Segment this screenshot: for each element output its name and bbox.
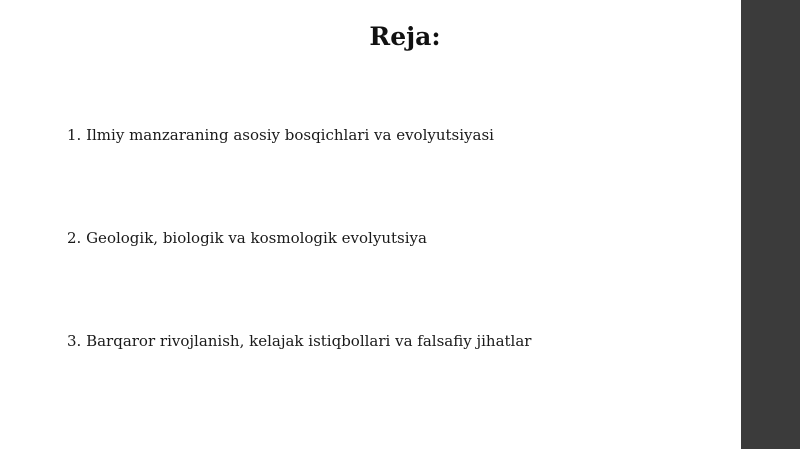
- plan-item-3: 3. Barqaror rivojlanish, kelajak istiqbollari va falsafiy jihatlar: [67, 332, 532, 350]
- slide-title: Reja:: [369, 22, 441, 51]
- side-panel: [741, 0, 800, 449]
- plan-item-1: 1. Ilmiy manzaraning asosiy bosqichlari va evolyutsiyasi: [67, 126, 494, 144]
- plan-item-2: 2. Geologik, biologik va kosmologik evolyutsiya: [67, 229, 427, 247]
